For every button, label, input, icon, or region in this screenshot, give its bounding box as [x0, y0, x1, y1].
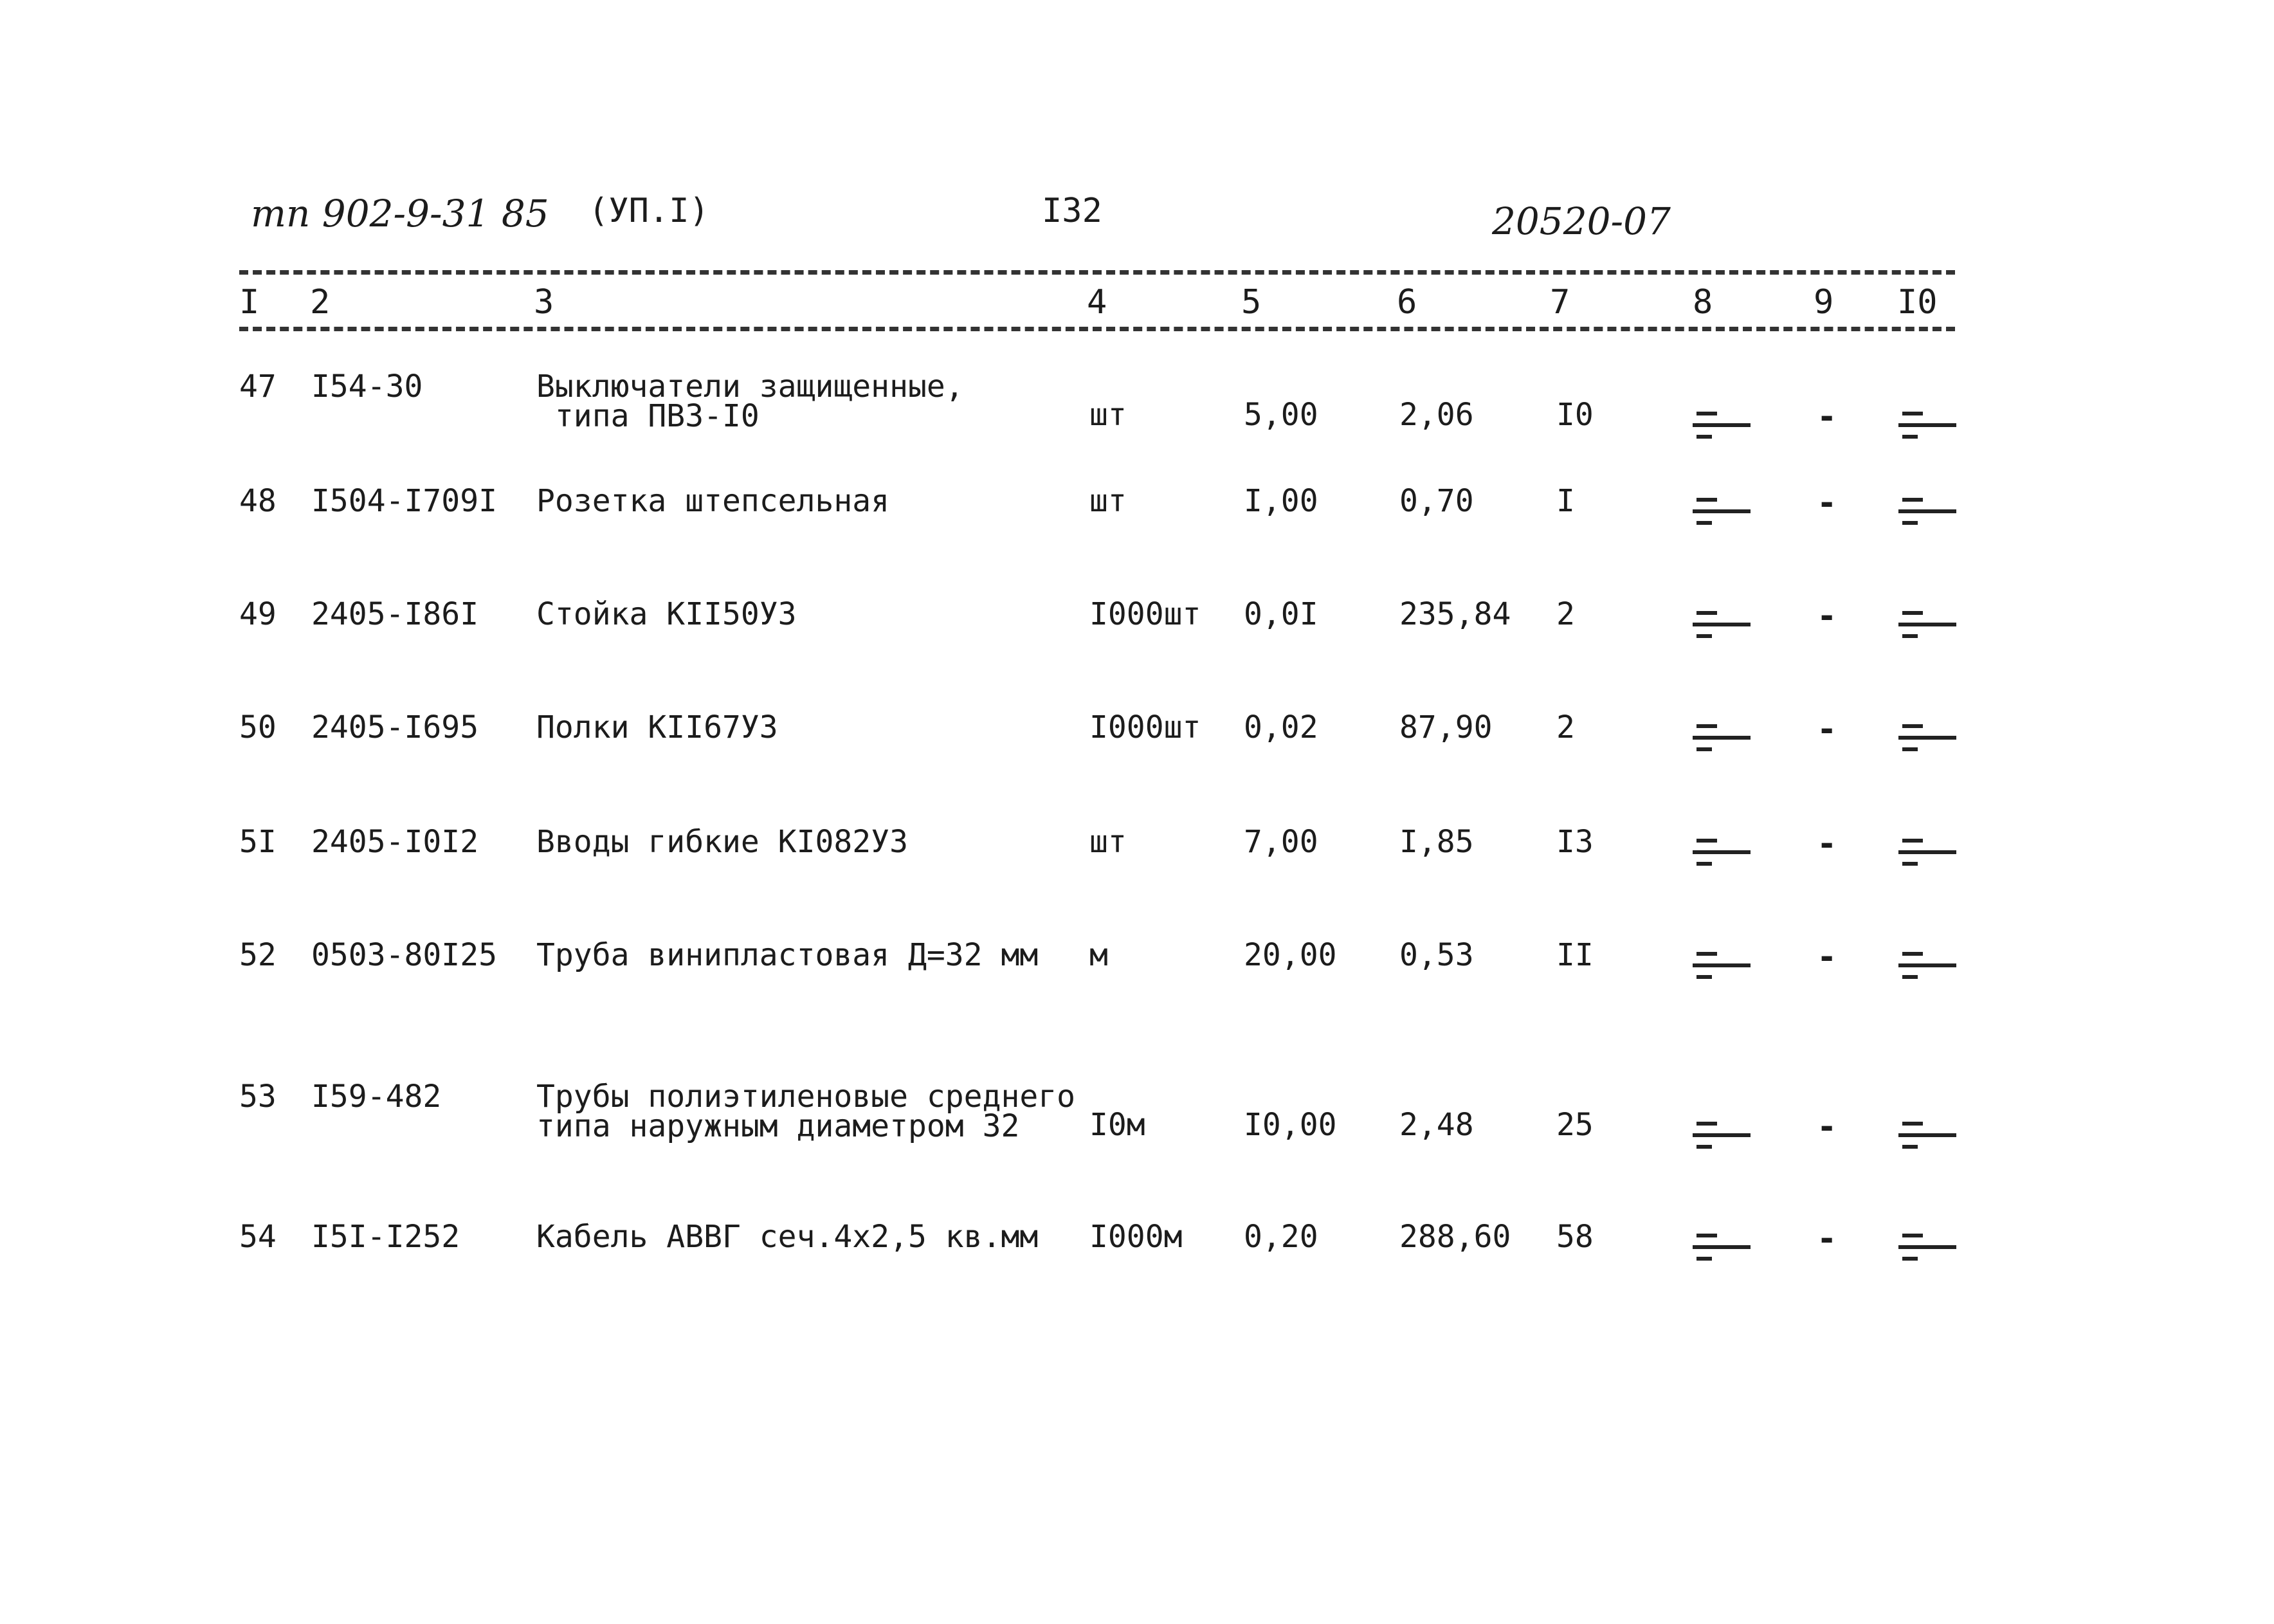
ditto-mark-col10	[1898, 611, 1956, 650]
cell-code: I504-I709I	[311, 483, 497, 519]
cell-code: 2405-I695	[311, 709, 479, 745]
cell-col9: -	[1817, 825, 1837, 863]
cell-unit: I000м	[1089, 1219, 1183, 1255]
ditto-mark-col8	[1693, 1234, 1751, 1272]
cell-qty: 5,00	[1244, 397, 1318, 433]
column-header-1: I	[239, 283, 260, 322]
stamp-number: 20520-07	[1492, 199, 1671, 243]
ditto-mark-col10	[1898, 412, 1956, 450]
cell-col7: 58	[1556, 1219, 1594, 1255]
cell-num: 50	[239, 709, 277, 745]
ditto-mark-col10	[1898, 724, 1956, 763]
cell-col9: -	[1817, 1219, 1837, 1258]
cell-unit: I0м	[1089, 1107, 1145, 1143]
cell-col7: 25	[1556, 1107, 1594, 1143]
cell-price: 87,90	[1399, 709, 1493, 745]
cell-num: 52	[239, 937, 277, 973]
cell-col7: II	[1556, 937, 1594, 973]
cell-num: 48	[239, 483, 277, 519]
ditto-mark-col8	[1693, 412, 1751, 450]
cell-name: Кабель АВВГ сеч.4х2,5 кв.мм	[536, 1219, 1039, 1255]
ditto-mark-col8	[1693, 498, 1751, 536]
ditto-mark-col10	[1898, 839, 1956, 877]
column-header-5: 5	[1241, 283, 1262, 322]
cell-col7: 2	[1556, 596, 1575, 632]
cell-name: Розетка штепсельная	[536, 483, 890, 519]
cell-qty: I0,00	[1244, 1107, 1337, 1143]
cell-qty: 7,00	[1244, 824, 1318, 860]
column-header-4: 4	[1087, 283, 1107, 322]
header-bottom-rule	[239, 327, 1955, 331]
cell-unit: шт	[1089, 824, 1127, 860]
cell-col9: -	[1817, 397, 1837, 436]
column-header-7: 7	[1550, 283, 1570, 322]
cell-qty: 0,20	[1244, 1219, 1318, 1255]
cell-name: Трубы полиэтиленовые среднего типа наружным диаметром 32	[536, 1079, 1076, 1144]
cell-code: I5I-I252	[311, 1219, 460, 1255]
ditto-mark-col10	[1898, 1122, 1956, 1160]
cell-code: I59-482	[311, 1079, 442, 1115]
cell-code: 0503-80I25	[311, 937, 497, 973]
cell-price: I,85	[1399, 824, 1474, 860]
cell-unit: I000шт	[1089, 596, 1201, 632]
cell-price: 2,48	[1399, 1107, 1474, 1143]
cell-name: Труба винипластовая Д=32 мм	[536, 937, 1039, 973]
cell-col9: -	[1817, 938, 1837, 976]
cell-unit: м	[1089, 937, 1108, 973]
ditto-mark-col10	[1898, 498, 1956, 536]
ditto-mark-col8	[1693, 952, 1751, 990]
header-top-rule	[239, 270, 1955, 275]
cell-num: 47	[239, 369, 277, 405]
page-number: I32	[1042, 192, 1102, 230]
column-header-8: 8	[1693, 283, 1713, 322]
ditto-text	[1898, 724, 1899, 725]
cell-name: Выключатели защищенные, типа ПВЗ-I0	[536, 369, 964, 434]
cell-price: 2,06	[1399, 397, 1474, 433]
cell-num: 5I	[239, 824, 277, 860]
column-header-10: I0	[1897, 283, 1938, 322]
cell-num: 54	[239, 1219, 277, 1255]
cell-price: 288,60	[1399, 1219, 1511, 1255]
cell-price: 0,70	[1399, 483, 1474, 519]
cell-qty: I,00	[1244, 483, 1318, 519]
cell-col9: -	[1817, 1108, 1837, 1146]
cell-name: Полки КII67УЗ	[536, 709, 778, 745]
cell-num: 49	[239, 596, 277, 632]
cell-qty: 0,02	[1244, 709, 1318, 745]
cell-unit: шт	[1089, 397, 1127, 433]
cell-col9: -	[1817, 597, 1837, 635]
ditto-mark-col8	[1693, 839, 1751, 877]
cell-col7: I	[1556, 483, 1575, 519]
cell-price: 0,53	[1399, 937, 1474, 973]
ditto-text	[1898, 952, 1899, 953]
cell-qty: 0,0I	[1244, 596, 1318, 632]
column-header-3: 3	[534, 283, 554, 322]
cell-col9: -	[1817, 484, 1837, 522]
cell-name: Вводы гибкие КI082УЗ	[536, 824, 908, 860]
document-code: тп 902-9-31 85	[251, 192, 549, 235]
ditto-mark-col8	[1693, 724, 1751, 763]
cell-code: I54-30	[311, 369, 423, 405]
cell-col7: I3	[1556, 824, 1594, 860]
column-header-6: 6	[1397, 283, 1417, 322]
column-header-9: 9	[1814, 283, 1834, 322]
cell-col7: 2	[1556, 709, 1575, 745]
cell-price: 235,84	[1399, 596, 1511, 632]
cell-code: 2405-I0I2	[311, 824, 479, 860]
ditto-mark-col10	[1898, 952, 1956, 990]
cell-col9: -	[1817, 710, 1837, 749]
ditto-mark-col10	[1898, 1234, 1956, 1272]
cell-unit: шт	[1089, 483, 1127, 519]
cell-unit: I000шт	[1089, 709, 1201, 745]
column-header-2: 2	[310, 283, 331, 322]
cell-name: Стойка КII50УЗ	[536, 596, 797, 632]
ditto-mark-col8	[1693, 611, 1751, 650]
volume-label: (УП.I)	[588, 192, 709, 230]
cell-code: 2405-I86I	[311, 596, 479, 632]
cell-qty: 20,00	[1244, 937, 1337, 973]
cell-col7: I0	[1556, 397, 1594, 433]
ditto-text	[1898, 611, 1899, 612]
ditto-mark-col8	[1693, 1122, 1751, 1160]
cell-num: 53	[239, 1079, 277, 1115]
